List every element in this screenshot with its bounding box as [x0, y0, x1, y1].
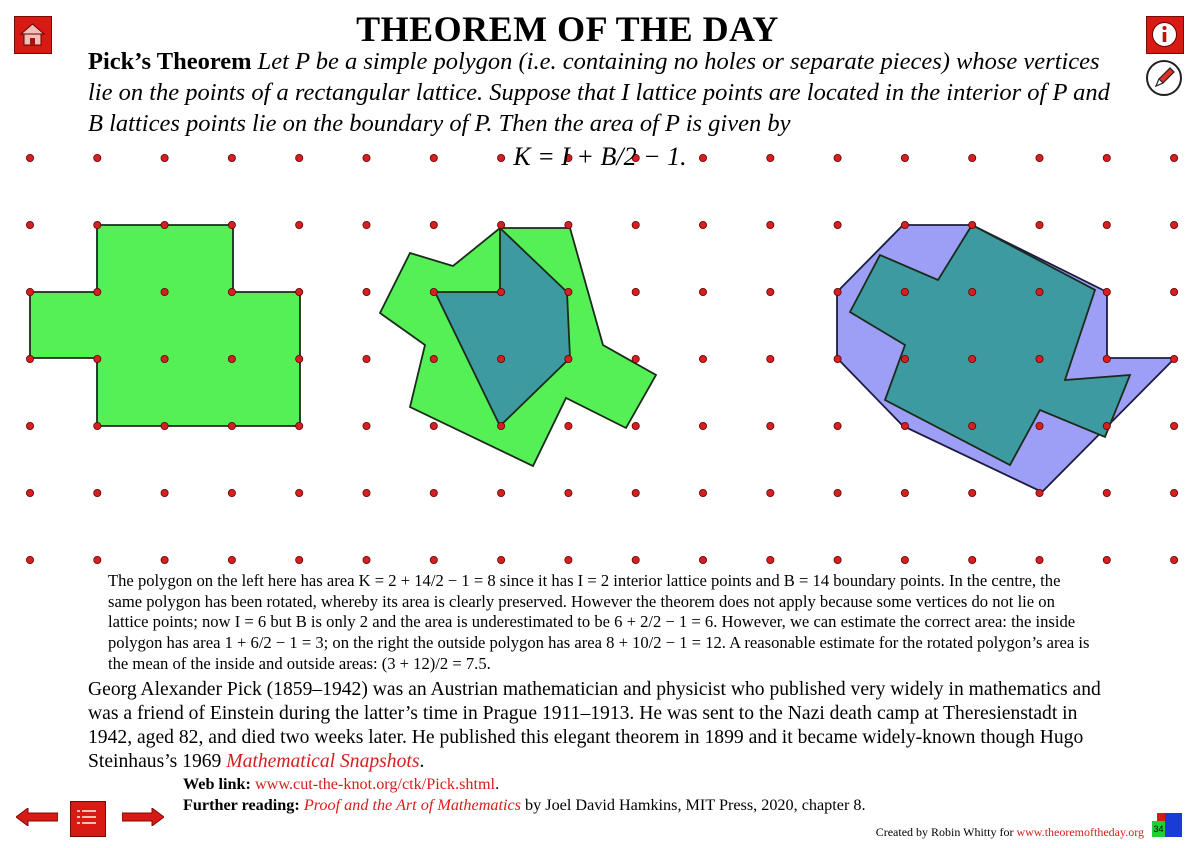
lattice-point: [969, 556, 976, 563]
lattice-point: [834, 489, 841, 496]
theorem-name: Pick’s Theorem: [88, 48, 252, 75]
lattice-point: [1103, 489, 1110, 496]
lattice-point: [565, 556, 572, 563]
further-reading-label: Further reading:: [183, 796, 300, 814]
lattice-point: [296, 556, 303, 563]
index-button[interactable]: [70, 801, 106, 837]
lattice-point: [767, 288, 774, 295]
credit-text: Created by Robin Whitty for: [875, 825, 1014, 839]
lattice-point: [161, 556, 168, 563]
home-icon: [15, 17, 50, 52]
lattice-point: [767, 355, 774, 362]
lattice-point: [1171, 221, 1178, 228]
lattice-point: [498, 556, 505, 563]
lattice-point: [26, 489, 33, 496]
lattice-point: [94, 422, 101, 429]
lattice-point: [1103, 422, 1110, 429]
arrow-left-icon: [16, 808, 58, 826]
lattice-point: [26, 221, 33, 228]
lattice-point: [296, 355, 303, 362]
lattice-point: [26, 288, 33, 295]
lattice-point: [767, 556, 774, 563]
lattice-point: [969, 355, 976, 362]
lattice-point: [901, 489, 908, 496]
figure-caption: The polygon on the left here has area K = 2 + 14/2 − 1 = 8 since it has I = 2 interior lattice points and B = 14 boundary points. In the centre, the same polygon has been rotated, whereby its area is clearly preserved. However the theorem does not apply because some vertices do not lie on lattice points; now I = 6 but B is only 2 and the area is underestimated to be 6 + 2/2 − 1 = 6. However, we can estimate the correct area: the inside polygon has area 1 + 6/2 − 1 = 3; on the right the outside polygon has area 8 + 10/2 − 1 = 12. A reasonable estimate for the rotated polygon’s area is the mean of the inside and outside areas: (3 + 12)/2 = 7.5.: [108, 571, 1090, 673]
lattice-point: [430, 221, 437, 228]
index-icon: [71, 802, 104, 835]
further-reading-link[interactable]: Proof and the Art of Mathematics: [303, 796, 521, 814]
lattice-point: [430, 556, 437, 563]
lattice-point: [228, 489, 235, 496]
lattice-point: [632, 221, 639, 228]
lattice-point: [498, 489, 505, 496]
lattice-point: [94, 556, 101, 563]
lattice-point: [1103, 355, 1110, 362]
lattice-point: [228, 422, 235, 429]
lattice-point: [767, 422, 774, 429]
book-link[interactable]: Mathematical Snapshots: [226, 751, 420, 772]
lattice-point: [228, 288, 235, 295]
lattice-point: [1036, 221, 1043, 228]
lattice-point: [632, 489, 639, 496]
info-button[interactable]: [1146, 16, 1184, 54]
lattice-point: [498, 221, 505, 228]
biography: [88, 678, 1118, 774]
lattice-point: [161, 489, 168, 496]
lattice-point: [699, 355, 706, 362]
theorem-text: Let P be a simple polygon (i.e. containing no holes or separate pieces) whose vertices lie on the points of a rectangular lattice. Suppose that I lattice points are located in the interior of P and B lattices points lie on the boundary of P. Then the area of P is given by: [88, 48, 1110, 137]
further-reading-rest: by Joel David Hamkins, MIT Press, 2020, chapter 8.: [525, 796, 866, 814]
lattice-point: [94, 288, 101, 295]
lattice-point: [430, 489, 437, 496]
lattice-point: [699, 556, 706, 563]
lattice-point: [1103, 288, 1110, 295]
lattice-point: [632, 556, 639, 563]
lattice-point: [834, 556, 841, 563]
lattice-point: [632, 422, 639, 429]
lattice-point: [26, 422, 33, 429]
lattice-point: [699, 422, 706, 429]
lattice-point: [1171, 556, 1178, 563]
theorem-statement: [88, 46, 1118, 139]
lattice-point: [1103, 556, 1110, 563]
lattice-point: [565, 288, 572, 295]
home-button[interactable]: [14, 16, 52, 54]
lattice-point: [1171, 288, 1178, 295]
lattice-point: [161, 221, 168, 228]
lattice-point: [498, 355, 505, 362]
lattice-point: [565, 221, 572, 228]
lattice-point: [901, 355, 908, 362]
lattice-point: [834, 422, 841, 429]
lattice-point: [296, 422, 303, 429]
lattice-point: [161, 422, 168, 429]
lattice-point: [699, 221, 706, 228]
lattice-point: [1103, 221, 1110, 228]
lattice-point: [363, 422, 370, 429]
lattice-point: [161, 355, 168, 362]
lattice-point: [498, 422, 505, 429]
theorem-number-badge[interactable]: [1152, 813, 1182, 837]
lattice-point: [901, 221, 908, 228]
lattice-point: [498, 288, 505, 295]
lattice-point: [94, 221, 101, 228]
pencil-icon: [1148, 62, 1180, 94]
lattice-point: [767, 489, 774, 496]
lattice-point: [430, 355, 437, 362]
lattice-point: [161, 288, 168, 295]
lattice-point: [834, 288, 841, 295]
left-polygon: [30, 225, 300, 426]
lattice-point: [969, 221, 976, 228]
lattice-point: [565, 422, 572, 429]
formula-text: K = I + B/2 − 1.: [513, 142, 687, 171]
lattice-point: [1036, 556, 1043, 563]
lattice-point: [363, 556, 370, 563]
lattice-point: [363, 221, 370, 228]
badge-number: 34: [1152, 821, 1165, 837]
lattice-point: [901, 422, 908, 429]
lattice-point: [565, 489, 572, 496]
lattice-point: [834, 221, 841, 228]
lattice-point: [94, 489, 101, 496]
lattice-point: [94, 355, 101, 362]
theorem-formula: [0, 142, 1200, 172]
lattice-point: [228, 556, 235, 563]
lattice-point: [26, 355, 33, 362]
lattice-point: [969, 422, 976, 429]
lattice-point: [834, 355, 841, 362]
web-link[interactable]: www.cut-the-knot.org/ctk/Pick.shtml: [254, 775, 496, 793]
lattice-point: [699, 489, 706, 496]
lattice-point: [1036, 489, 1043, 496]
lattice-point: [26, 556, 33, 563]
lattice-point: [969, 288, 976, 295]
lattice-point: [1036, 288, 1043, 295]
lattice-point: [901, 288, 908, 295]
info-icon: [1147, 17, 1182, 52]
lattice-point: [1036, 355, 1043, 362]
lattice-point: [1171, 355, 1178, 362]
page-title: THEOREM OF THE DAY: [356, 9, 779, 49]
lattice-point: [1171, 422, 1178, 429]
lattice-point: [632, 288, 639, 295]
lattice-point: [363, 489, 370, 496]
site-link[interactable]: www.theoremoftheday.org: [1016, 825, 1144, 839]
lattice-point: [969, 489, 976, 496]
biography-text: Georg Alexander Pick (1859–1942) was an Austrian mathematician and physicist who published very widely in mathematics and was a friend of Einstein during the latter’s time in Prague 1911–1913. He was sent to the Nazi death camp at Theresienstadt in 1942, aged 82, and died two weeks later. He published this elegant theorem in 1899 and it became widely-known though Hugo Steinhaus’s 1969: [88, 679, 1101, 772]
lattice-point: [565, 355, 572, 362]
lattice-point: [296, 489, 303, 496]
lattice-point: [632, 355, 639, 362]
previous-button[interactable]: [16, 808, 58, 826]
lattice-point: [1171, 489, 1178, 496]
biography-end: .: [419, 751, 425, 772]
lattice-point: [430, 422, 437, 429]
references: [183, 774, 866, 816]
web-link-label: Web link:: [183, 775, 251, 793]
lattice-point: [430, 288, 437, 295]
lattice-point: [363, 288, 370, 295]
lattice-point: [228, 355, 235, 362]
lattice-point: [767, 221, 774, 228]
lattice-point: [296, 288, 303, 295]
comment-button[interactable]: [1146, 60, 1182, 96]
lattice-point: [228, 221, 235, 228]
lattice-point: [901, 556, 908, 563]
credit-line: [876, 825, 1144, 840]
lattice-point: [1036, 422, 1043, 429]
next-button[interactable]: [122, 808, 164, 826]
lattice-point: [296, 221, 303, 228]
arrow-right-icon: [122, 808, 164, 826]
web-link-end: .: [495, 775, 500, 793]
lattice-point: [363, 355, 370, 362]
lattice-point: [699, 288, 706, 295]
